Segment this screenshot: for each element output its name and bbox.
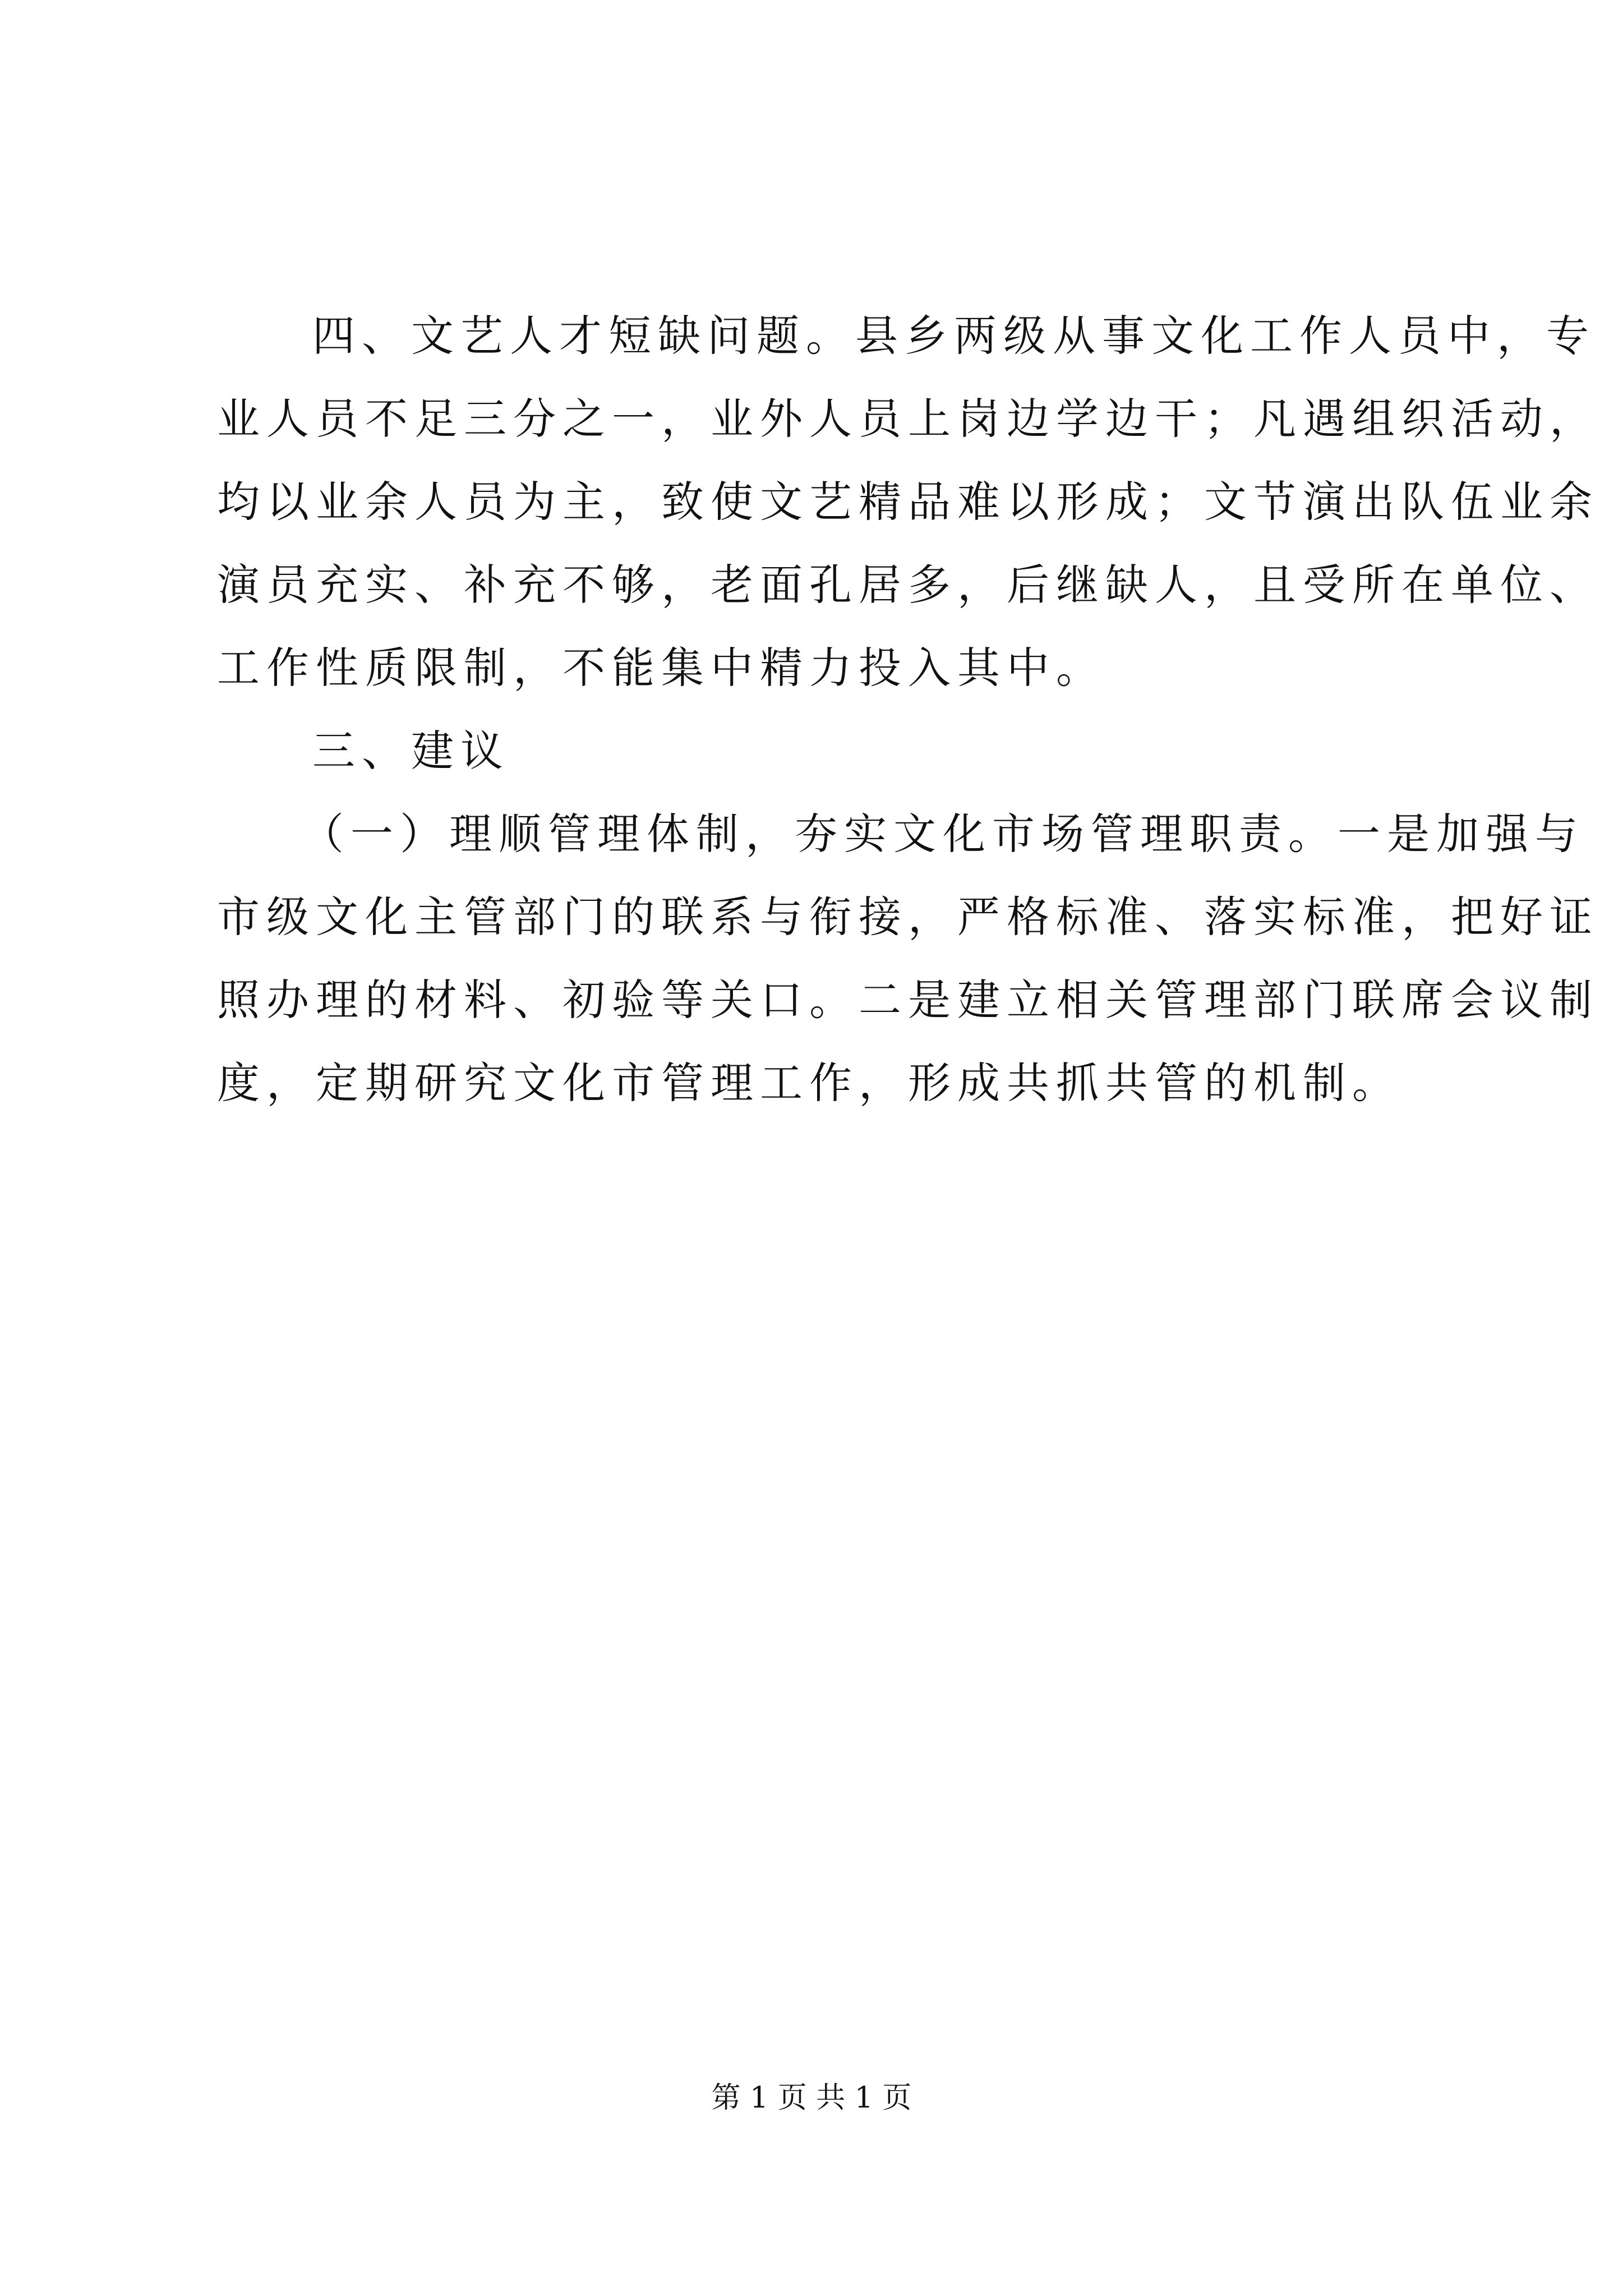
paragraph-line: 业人员不足三分之一，业外人员上岗边学边干；凡遇组织活动，	[217, 394, 1599, 444]
paragraph-line: 均以业余人员为主，致使文艺精品难以形成；文节演出队伍业余	[217, 477, 1599, 527]
paragraph-line: （一）理顺管理体制，夯实文化市场管理职责。一是加强与	[301, 809, 1584, 859]
section-heading: 三、建议	[312, 726, 510, 776]
document-body	[217, 295, 1599, 1125]
paragraph-line: 度，定期研究文化市管理工作，形成共抓共管的机制。	[217, 1058, 1401, 1108]
paragraph-line: 四、文艺人才短缺问题。县乡两级从事文化工作人员中，专	[312, 311, 1596, 361]
paragraph-line: 照办理的材料、初验等关口。二是建立相关管理部门联席会议制	[217, 975, 1599, 1025]
paragraph-line: 工作性质限制，不能集中精力投入其中。	[217, 643, 1105, 693]
page-number-footer: 第 1 页 共 1 页	[711, 2081, 912, 2115]
paragraph-line: 演员充实、补充不够，老面孔居多，后继缺人，且受所在单位、	[217, 560, 1599, 610]
paragraph-line: 市级文化主管部门的联系与衔接，严格标准、落实标准，把好证	[217, 892, 1599, 942]
